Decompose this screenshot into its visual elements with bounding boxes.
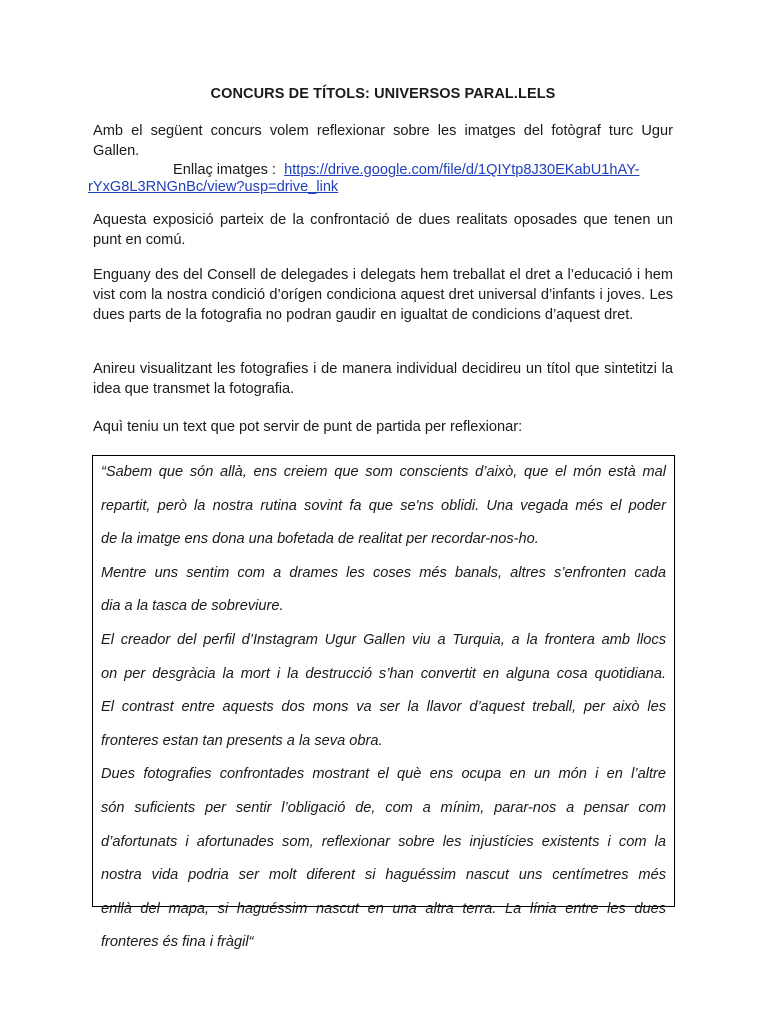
paragraph-3: Anireu visualitzant les fotografies i de manera individual decidireu un títol que sintetitzi la idea que transmet la fotografia. bbox=[93, 361, 673, 397]
quote-line: enllà del mapa, si haguéssim nascut en una altra terra. La línia entre les dues bbox=[101, 900, 666, 917]
quote-line: El creador del perfil d’Instagram Ugur Gallen viu a Turquia, a la frontera amb llocs bbox=[101, 631, 666, 648]
intro-line-2: Gallen. bbox=[93, 143, 140, 159]
drive-link-part-1[interactable]: https://drive.google.com/file/d/1QIYtp8J30EKabU1hAY- bbox=[284, 162, 640, 178]
quote-text bbox=[101, 456, 666, 960]
drive-link-part-2[interactable]: rYxG8L3RNGnBc/view?usp=drive_link bbox=[88, 179, 339, 195]
quote-line: fronteres estan tan presents a la seva obra. bbox=[101, 732, 383, 749]
quote-line: d’afortunats i afortunades som, reflexionar sobre les injustícies existents i com la bbox=[101, 833, 666, 850]
intro-line-1: Amb el següent concurs volem reflexionar sobre les imatges del fotògraf turc Ugur bbox=[93, 123, 673, 139]
page-title: CONCURS DE TÍTOLS: UNIVERSOS PARAL.LELS bbox=[210, 86, 556, 102]
quote-line: són suficients per sentir l’obligació de, com a mínim, parar-nos a pensar com bbox=[101, 799, 666, 816]
link-label: Enllaç imatges : bbox=[173, 162, 277, 178]
quote-line: Dues fotografies confrontades mostrant el què ens ocupa en un món i en l’altre bbox=[101, 766, 666, 783]
quote-line: repartit, però la nostra rutina sovint fa que se'ns oblidi. Una vegada més el poder bbox=[101, 497, 666, 514]
paragraph-2: Enguany des del Consell de delegades i delegats hem treballat el dret a l’educació i hem vist com la nostra condició d’orígen condiciona aquest dret universal d’infants i joves. Les dues parts de la fotografia no podran gaudir en igualtat de condicions d’aquest dret. bbox=[93, 267, 673, 323]
quote-line: El contrast entre aquests dos mons va ser la llavor d’aquest treball, per això les bbox=[101, 699, 666, 716]
link-row-2 bbox=[88, 177, 338, 197]
quote-line: fronteres és fina i fràgil“ bbox=[101, 934, 254, 951]
paragraph-1: Aquesta exposició parteix de la confrontació de dues realitats oposades que tenen un punt en comú. bbox=[93, 212, 673, 248]
quote-line: dia a la tasca de sobreviure. bbox=[101, 598, 284, 615]
quote-line: on per desgràcia la mort i la destrucció s’han convertit en alguna cosa quotidiana. bbox=[101, 665, 666, 682]
quote-line: “Sabem que són allà, ens creiem que som conscients d’això, que el món està mal bbox=[101, 464, 666, 480]
quote-line: Mentre uns sentim com a drames les coses més banals, altres s’enfronten cada bbox=[101, 564, 666, 581]
quote-line: de la imatge ens dona una bofetada de realitat per recordar-nos-ho. bbox=[101, 531, 539, 548]
quote-line: nostra vida podria ser molt diferent si haguéssim nascut uns centímetres més bbox=[101, 867, 666, 884]
paragraph-4: Aquì teniu un text que pot servir de punt de partida per reflexionar: bbox=[93, 419, 523, 435]
